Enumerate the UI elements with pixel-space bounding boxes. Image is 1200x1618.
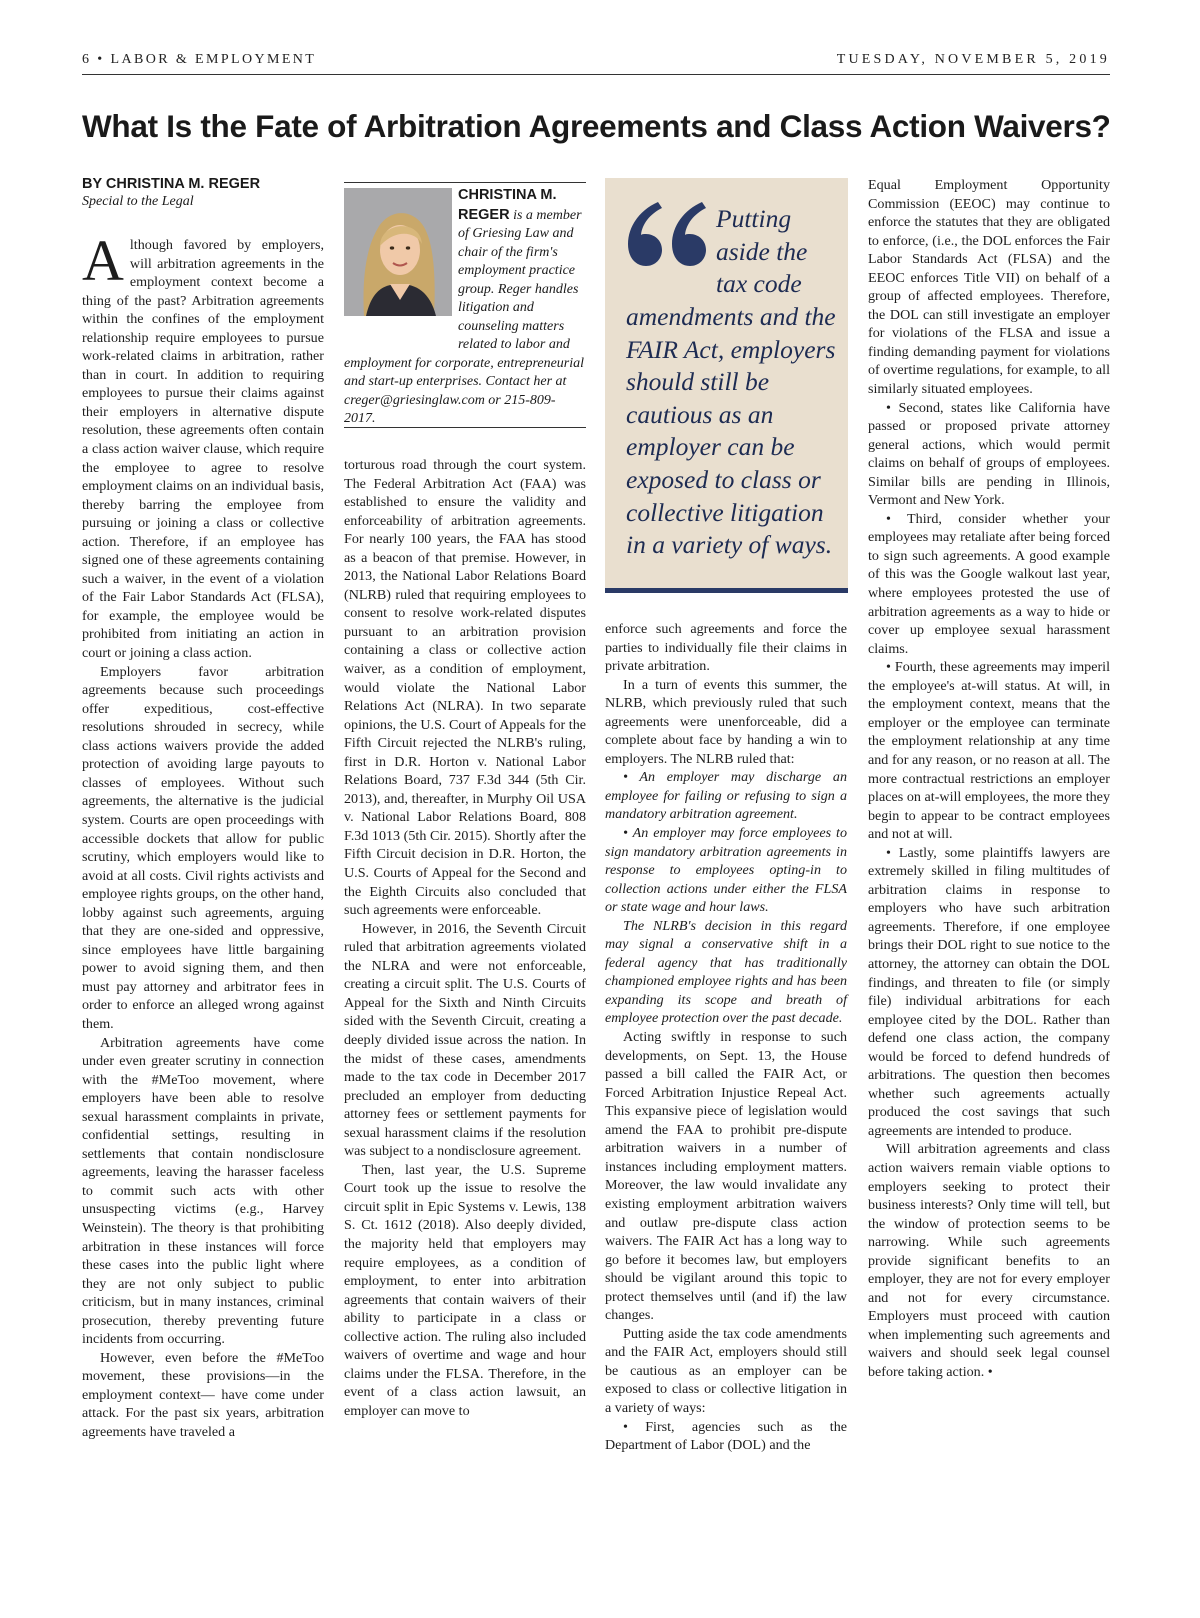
bio-rule-top [344, 182, 586, 183]
bio-rule-bottom [344, 427, 586, 428]
author-bio [344, 186, 586, 429]
paragraph: Equal Employment Opportunity Commission (EEOC) may continue to enforce the statutes that they are obligated to enforce, (i.e., the DOL enforces the Fair Labor Standards Act (FLSA) and the EEOC enforces Title VII) on behalf of a group of affected employees. Therefore, the DOL can still investigate an employer for violations of the FLSA and issue a finding demanding payment for violations of overtime regulations, for example, to all similarly situated employees. [868, 177, 1110, 398]
paragraph: The NLRB's decision in this regard may signal a conservative shift in a federal agency that has traditionally championed employee rights and has been expanding its scope and breath of employee protection over the past decade. [605, 917, 847, 1027]
bio-text: is a member of Griesing Law and chair of the firm's employment practice group. Reger handles litigation and counseling matters related to labor and employment for corporate, entrepreneurial and start-up enterprises. Contact her at creger@griesinglaw.com or 215-809-2017. [344, 207, 585, 426]
bio-name: CHRISTINA M. REGER [458, 187, 557, 223]
paragraph: Employers favor arbitration agreements because such proceedings offer expeditious, cost-effective resolutions shrouded in secrecy, while class actions waivers provide the added protection of avoiding large payouts to classes of employees. Without such agreements, the alternative is the judicial system. Courts are open proceedings with accessible dockets that allow for public scrutiny, which employers would like to avoid at all costs. Civil rights activists and employee rights groups, on the other hand, lobby against such agreements, arguing that they are one-sided and oppressive, since employees have little bargaining power to avoid signing them, and then must pay attorney and arbitrator fees in order to enforce an alleged wrong against them. [82, 663, 324, 1032]
header-rule [82, 74, 1110, 75]
paragraph: Then, last year, the U.S. Supreme Court took up the issue to resolve the circuit split in Epic Systems v. Lewis, 138 S. Ct. 1612 (2018). Also deeply divided, the majority held that employers may require employees, as a condition of employment, to enter into arbitration agreements that contain waivers of their ability to participate in a class or collective action. The ruling also included waivers of overtime and wage and hour claims under the FLSA. Therefore, in the event of a class action lawsuit, an employer can move to [344, 1161, 586, 1419]
bullet-item: • First, agencies such as the Department of Labor (DOL) and the [605, 1418, 847, 1454]
pull-quote: Putting aside the tax code amendments and the FAIR Act, employers should still be cautious as an employer can be exposed to class or collective litigation in a variety of ways. [626, 204, 836, 560]
headline: What Is the Fate of Arbitration Agreements and Class Action Waivers? [82, 108, 1111, 144]
drop-cap: A [82, 228, 124, 293]
paragraph: Arbitration agreements have come under even greater scrutiny in connection with the #MeToo movement, where employers have been able to resolve sexual harassment complaints in private, confidential settings, resulting in settlements that contain nondisclosure agreements, leaving the harasser faceless to commit such acts with other unsuspecting victims (e.g., Harvey Weinstein). The theory is that prohibiting arbitration in these instances will force these cases into the public light where they are not only subject to public criticism, but in many instances, criminal prosecution, thereby preventing future incidents from occurring. [82, 1034, 324, 1348]
paragraph: However, in 2016, the Seventh Circuit ruled that arbitration agreements violated the NLRA and were not enforceable, creating a circuit split. The U.S. Courts of Appeal for the Sixth and Ninth Circuits sided with the Seventh Circuit, creating a deeply divided issue across the nation. In the midst of these cases, amendments made to the tax code in December 2017 precluded an employer from deducting attorney fees or settlement payments for sexual harassment claims if the resolution was subject to a nondisclosure agreement. [344, 920, 586, 1160]
column-2 [344, 456, 586, 1420]
page-header [82, 52, 1110, 74]
byline-subtitle: Special to the Legal [82, 194, 194, 209]
paragraph: Acting swiftly in response to such developments, on Sept. 13, the House passed a bill called the FAIR Act, or Forced Arbitration Injustice Repeal Act. This expansive piece of legislation would amend the FAA to prohibit pre-dispute arbitration waivers in a number of instances including employment matters. Moreover, the law would invalidate any existing employment arbitration waivers and outlaw pre-dispute class action waivers. The FAIR Act has a long way to go before it becomes law, but employers should be vigilant around this topic to protect themselves until (and if) the law changes. [605, 1029, 847, 1324]
paragraph: Putting aside the tax code amendments and the FAIR Act, employers should still be cautious as an employer can be exposed to class or collective litigation in a variety of ways: [605, 1325, 847, 1416]
column-3 [605, 620, 847, 1455]
paragraph: torturous road through the court system. The Federal Arbitration Act (FAA) was established to ensure the validity and enforceability of arbitration agreements. For nearly 100 years, the FAA has stood as a beacon of that premise. However, in 2013, the National Labor Relations Board (NLRB) ruled that requiring employees to consent to resolve work-related disputes pursuant to an arbitration provision containing a class or collective action waiver, as a condition of employment, would violate the National Labor Relations Act (NLRA). In two separate opinions, the U.S. Court of Appeals for the Fifth Circuit rejected the NLRB's ruling, first in D.R. Horton v. National Labor Relations Board, 737 F.3d 344 (5th Cir. 2013), and, thereafter, in Murphy Oil USA v. National Labor Relations Board, 808 F.3d 1013 (5th Cir. 2015). Shortly after the Fifth Circuit decision in D.R. Horton, the U.S. Courts of Appeal for the Second and the Eighth Circuits also concluded that such agreements were enforceable. [344, 457, 586, 919]
paragraph: Although favored by employers, will arbitration agreements in the employment context become a thing of the past? Arbitration agreements within the confines of the employment relationship require employees to pursue work-related claims in arbitration, rather than in court. In addition to requiring employees to pursue their claims against their employers in alternative dispute resolution, these agreements often contain a class action waiver clause, which require the employee to agree to resolve employment claims on an individual basis, thereby barring the employee from pursuing or joining a class or collective action. Therefore, if an employee has signed one of these agreements containing such a waiver, in the event of a violation of the Fair Labor Standards Act (FLSA), for example, the employee would be prohibited from initiating an action in court or joining a class action. [82, 228, 324, 662]
page-section: 6 • LABOR & EMPLOYMENT [82, 52, 317, 67]
byline: BY CHRISTINA M. REGER [82, 176, 261, 192]
bullet-item: • Lastly, some plaintiffs lawyers are extremely skilled in filing multitudes of arbitration claims in response to employers who have such arbitration agreements. Therefore, if one employee brings their DOL right to sue notice to the attorney, the attorney can obtain the DOL findings, and threaten to file (or simply file) individual arbitrations for each employee cited by the DOL. Rather than defend one class action, the company would be forced to defend hundreds of arbitrations. The question then becomes whether such agreements actually produced the cost savings that such agreements are intended to produce. [868, 844, 1110, 1139]
bullet-item: • Second, states like California have passed or proposed private attorney general actions, which would permit claims on behalf of groups of employees. Similar bills are pending in Illinois, Vermont and New York. [868, 399, 1110, 509]
bullet-item: • An employer may force employees to sign mandatory arbitration agreements in response to employees opting-in to collection actions under either the FLSA or state wage and hour laws. [605, 825, 847, 916]
column-4 [868, 176, 1110, 1382]
paragraph: In a turn of events this summer, the NLRB, which previously ruled that such agreements were unenforceable, did a complete about face by handing a win to employers. The NLRB ruled that: [605, 676, 847, 767]
paragraph: enforce such agreements and force the parties to individually file their claims in private arbitration. [605, 621, 847, 675]
bullet-item: • Third, consider whether your employees may retaliate after being forced to sign such agreements. A good example of this was the Google walkout last year, where employees protested the use of arbitration agreements as a way to hide or cover up employee sexual harassment claims. [868, 510, 1110, 657]
paragraph: Will arbitration agreements and class action waivers remain viable options to employers seeking to protect their business interests? Only time will tell, but the window of protection seems to be narrowing. While such agreements provide significant benefits to an employer, they are not for every employer and not for every circumstance. Employers must proceed with caution when implementing such agreements and waivers and should seek legal counsel before taking action. • [868, 1141, 1110, 1380]
bullet-item: • Fourth, these agreements may imperil the employee's at-will status. At will, in the employment context, means that the employer or the employee can terminate the employment relationship at any time and for any reason, or no reason at all. The more contractual restrictions an employer places on at-will employees, the more they begin to appear to be contract employees and not at will. [868, 659, 1110, 843]
issue-date: TUESDAY, NOVEMBER 5, 2019 [836, 52, 1110, 67]
paragraph: However, even before the #MeToo movement, these provisions—in the employment context— have come under attack. For the past six years, arbitration agreements have traveled a [82, 1349, 324, 1440]
column-1 [82, 228, 324, 1442]
bullet-item: • An employer may discharge an employee for failing or refusing to sign a mandatory arbitration agreement. [605, 769, 847, 823]
